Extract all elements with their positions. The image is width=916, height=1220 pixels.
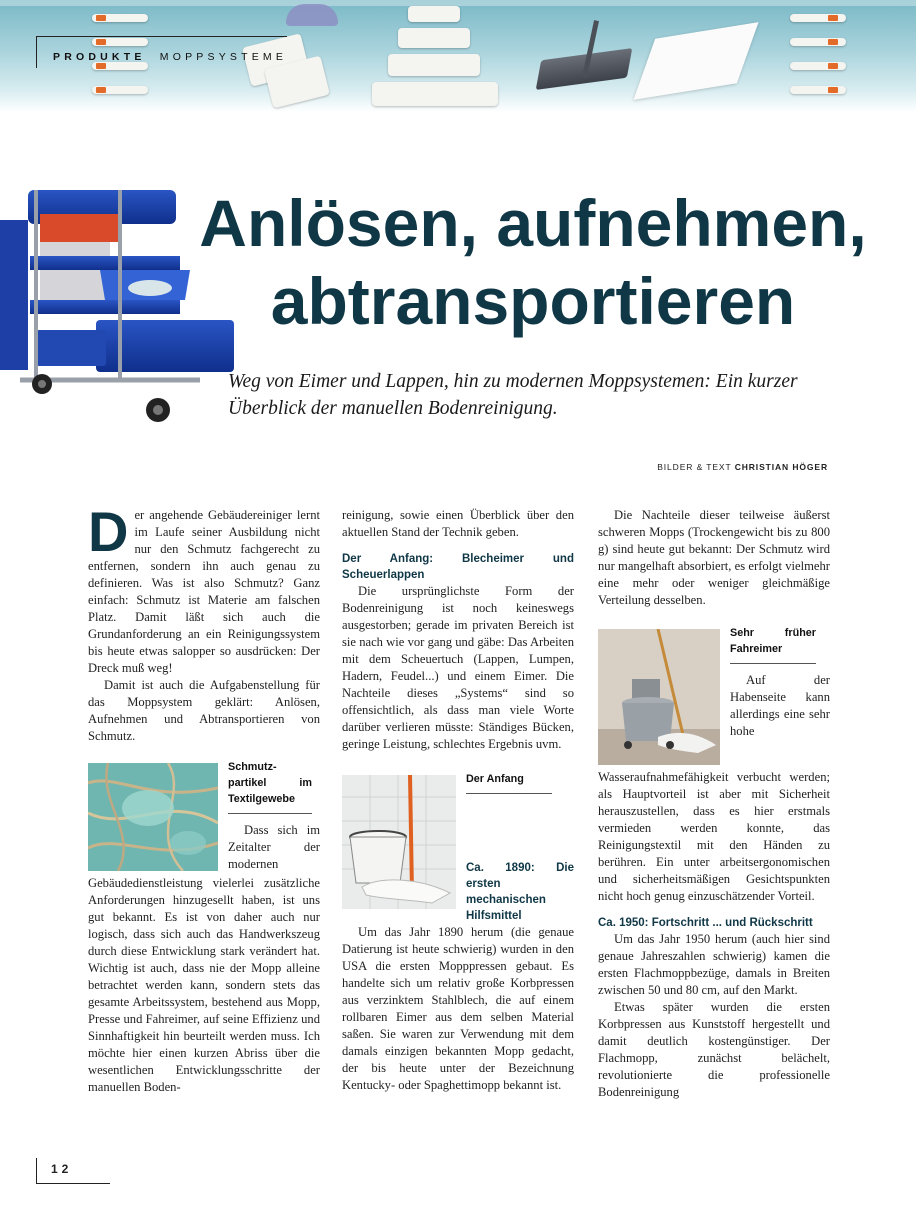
paragraph: Auf der Habenseite kann allerdings eine sehr hohe Wasseraufnahmefähigkeit verbucht werden; als Hauptvorteil ist aber mit Sicherheit herauszustellen, dass es hier erstmals vermieden werden konnte, das Reinigungstextil mit den Händen zu berühren. Ein unter arbeitsergonomischen und sicherheitsmäßigen Gesichtspunkten nicht hoch genug einzuschätzender Vorteil. [598,673,830,903]
paragraph: Dass sich im Zeitalter der modernen Gebäudedienstleistung vielerlei zusätzliche Anforderungen hinzugesellt haben, ist uns gut bekannt. Es ist von daher auch nur logisch, dass sich auch das Handwerkszeug durch diese Entwicklung stark verändert hat. Wichtig ist auch, dass nie der Mopp alleine betrachtet werden kann, sondern stets das gesamte Arbeitssystem, bestehend aus Mopp, Presse und Fahreimer, auf seine Effizienz und Sinnhaftigkeit hin beurteilt werden muss. Ich möchte hier einen kurzen Abriss über die wesentlichen Entwicklungsschritte der manuellen Boden- [88,823,320,1094]
figure-block [342,771,574,1094]
textile-dirt-photo [88,763,218,871]
headline-line-2: abtransportieren [270,264,796,338]
section-label [36,36,287,68]
mop-holder-image [286,4,338,26]
paragraph: Etwas später wurden die ersten Korbpressen aus Kunststoff hergestellt und damit deutlich kostengünstiger. Der Flachmopp, zunächst belächelt, revolutionierte die professionelle Bodenreinigung [598,1000,830,1099]
bucket-and-mop-photo [342,775,456,909]
paragraph: Die ursprünglichste Form der Bodenreinigung ist noch keineswegs ausgestorben; gerade im privaten Bereich ist sie nach wie vor gang und gäbe: Das Arbeiten mit dem Scheuertuch (Lappen, Lumpen, Hadern, Feudel...) und einem Eimer. Die Nachteile dieses „Systems“ sind so offensichtlich, als dass man viele Worte darüber verlieren müsste: Ständiges Bücken, geringe Leistung, schlechtes Ergebnis uvm. [342,584,574,751]
early-mop-bucket-photo [598,629,720,765]
figure-block [88,759,320,1096]
article-headline [150,184,916,340]
flat-mop-image [388,54,480,76]
article-deck: Weg von Eimer und Lappen, hin zu modernen Moppsystemen: Ein kurzer Überblick der manuellen Bodenreinigung. [228,371,798,419]
byline-label: BILDER & TEXT [657,462,732,472]
section-label-bold: PRODUKTE [53,51,146,63]
paragraph: Die Nachteile dieser teilweise äußerst schweren Mopps (Trockengewicht bis zu 800 g) sind heute gut bekannt: Der Schmutz wird nur mangelhaft absorbiert, es erfolgt vielmehr eine mehr oder weniger gleichmäßige Verteilung desselben. [598,508,830,607]
figure-caption: Der Anfang [466,771,552,794]
cloth-image [633,22,758,100]
section-heading: Ca. 1950: Fortschritt ... und Rückschritt [598,917,813,929]
section-label-rest: MOPPSYSTEME [159,51,288,63]
headline-line-1: Anlösen, aufnehmen, [199,186,867,260]
drop-cap: D [88,500,129,563]
text-column-1 [88,500,320,1096]
byline-author: CHRISTIAN HÖGER [734,462,828,472]
text-column-2 [342,507,574,1094]
text-column-3 [598,507,830,1101]
page-number: 12 [36,1158,110,1184]
paragraph: Um das Jahr 1890 herum (die genaue Datierung ist heute schwierig) wurden in den USA die ersten Mopppressen gebaut. Es handelte sich um relativ große Korbpressen aus verzinktem Stahlblech, die auf einem rollbaren Eimer aus dem selben Material saßen. Sie waren zur Verwendung mit dem damals einzigen bekannten Mopp gedacht, der bis heute unter der Bezeichnung Kentucky- oder Spaghettimopp bekannt ist. [342,925,574,1092]
section-heading: Der Anfang: Blecheimer und Scheuerlappen [342,553,574,581]
flat-mop-image [398,28,470,48]
section-heading: Ca. 1890: Die ersten mechanischen Hilfsmittel [466,862,574,922]
flat-mop-image [408,6,460,22]
paragraph: Damit ist auch die Aufgabenstellung für das Moppsystem geklärt: Anlösen, Aufnehmen und Abtransportieren von Schmutz. [88,678,320,743]
figure-caption: Schmutz-partikel im Textilgewebe [228,759,312,814]
paragraph: er angehende Gebäudereiniger lernt im Laufe seiner Ausbildung nicht nur den Schmutz fachgerecht zu entfernen, sondern ihn auch genau zu definieren. Was ist also Schmutz? Ganz einfach: Schmutz ist Materie am falschen Platz. Damit läßt sich auch die Grundanforderung an ein Reinigungssystem bis heute etwas salopper so ausdrücken: Der Dreck muß weg! [88,508,320,675]
byline [657,462,828,472]
figure-caption: Sehr früher Fahreimer [730,625,816,664]
flat-mop-image [372,82,498,106]
paragraph: Um das Jahr 1950 herum (auch hier sind genaue Jahreszahlen schwierig) kamen die ersten Flachmoppbezüge, damals in Breiten zwischen 50 und 80 cm, auf den Markt. [598,932,830,997]
paragraph: reinigung, sowie einen Überblick über den aktuellen Stand der Technik geben. [342,508,574,539]
figure-block [598,625,830,905]
header-banner [0,0,916,112]
